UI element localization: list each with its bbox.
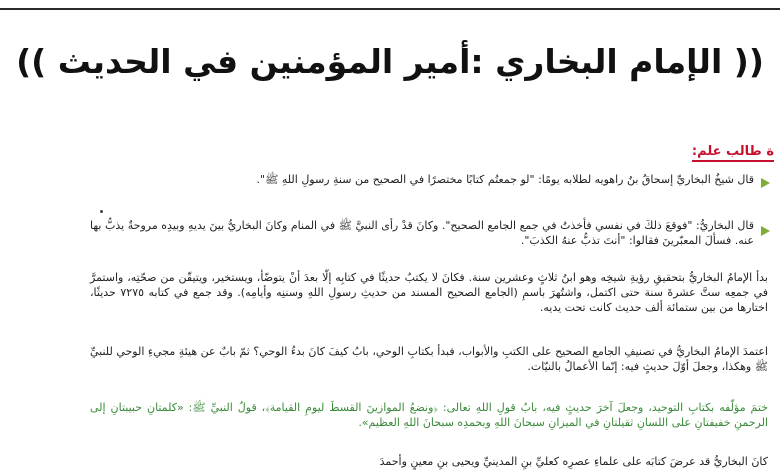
paragraph-2: قال البخاريُّ: "فوقعَ ذلكَ في نفسي فأخذتُ في جمع الجامع الصحيح". وكانَ قدْ رأى النبيَّ ﷺ في المنام وكانَ البخاريُّ بينَ يديهِ وبيدِه مروحةٌ يذبُّ بها عنه. فسألَ المعبّرينَ فقالوا: "أنتَ تذبُّ عنهُ الكذبَ". [90,219,754,247]
bullet-arrow-icon [761,226,770,236]
paragraph-6: كانَ البخاريُّ قد عرضَ كتابَه على علماءِ عصرِه كعليِّ بنِ المدينيِّ ويحيى بنِ معينٍ وأحمدَ [379,455,768,468]
paragraph-1: قال شيخُ البخاريِّ إسحاقُ بنُ راهويه لطلابه يومًا: "لو جمعتُم كتابًا مختصرًا في الصحيح من سنةِ رسولِ اللهِ ﷺ". [256,173,754,186]
paragraph-4: اعتمدَ الإمامُ البخاريُّ في تصنيفِ الجامع الصحيح على الكتبِ والأبواب، فبدأ بكتابِ الوحي، بابُ كيفَ كانَ بدءُ الوحي؟ ثمّ بابٌ عن هيئةِ مجيءِ الوحي للنبيِّ ﷺ وهكذا، وجعلَ أوّلَ حديثٍ فيه: إنّما الأعمالُ بالنيّات. [90,345,768,373]
paragraph-3: بدأ الإمامُ البخاريُّ بتحقيقِ رؤيةِ شيخِه وهو ابنُ ثلاثٍ وعشرين سنة. فكانَ لا يكتبُ حديثًا في كتابِه إلّا بعدَ أنْ يتوضّأ، ويستخير، ويتيقّن من صحّتِه، واستمرَّ في جمعِه ستَّ عشرةَ سنة حتى اكتمل، واشتُهرَ باسمِ (الجامع الصحيح المسند من حديثِ رسولِ اللهِ وسننِه وأيامِه). وقد جمع في كتابه ٧٢٧٥ حديثًا، اختارها من بين ستمائة ألف حديث كانت تحت يديه. [90,271,769,314]
bullet-arrow-icon [761,178,770,188]
scanned-document [90,138,780,470]
paragraph-5: ختمَ مؤلّفه بكتابِ التوحيد، وجعلَ آخرَ حديثٍ فيه، بابُ قولِ اللهِ تعالى: ﴿ونضعُ الموازينَ القسطَ ليومِ القيامة﴾، قولُ النبيِّ ﷺ: «كلمتانِ حبيبتانِ إلى الرحمنِ خفيفتانِ على اللسانِ ثقيلتانِ في الميزانِ سبحانَ اللهِ وبحمدِه سبحانَ اللهِ العظيم». [90,401,768,429]
stray-mark [100,210,103,213]
section-subheading: ة طالب علم: [692,144,774,162]
page-title: (( الإمام البخاري :أمير المؤمنين في الحديث )) [16,42,764,81]
top-divider [0,8,780,10]
